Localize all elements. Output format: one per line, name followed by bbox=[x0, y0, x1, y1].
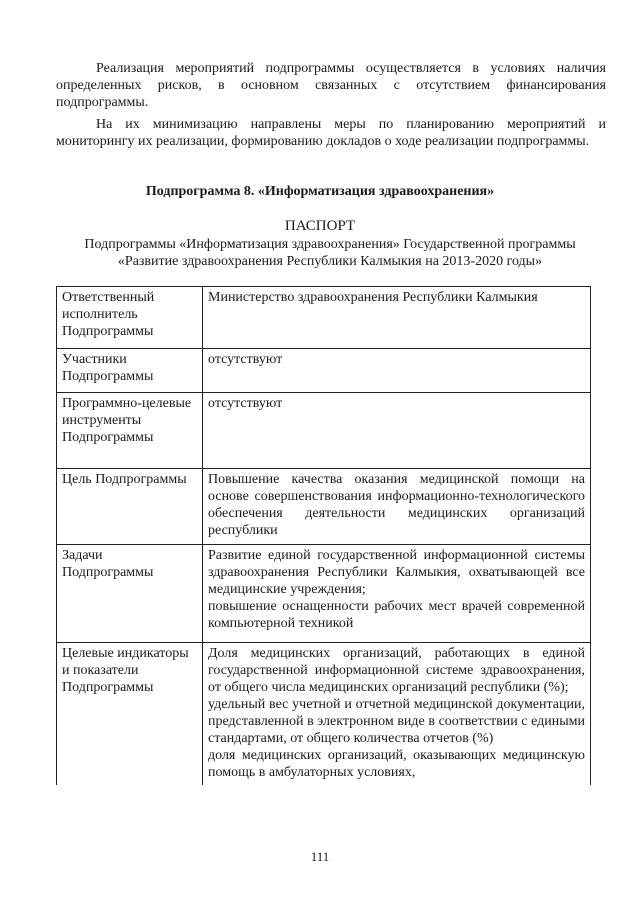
table-row bbox=[57, 349, 591, 393]
task-item: Развитие единой государственной информационной системы здравоохранения Республики Калмыкия, охватывающей все медицинские учреждения; bbox=[208, 548, 585, 597]
subprogram-title: Подпрограмма 8. «Информатизация здравоохранения» bbox=[145, 184, 495, 199]
row-value-goal: Повышение качества оказания медицинской помощи на основе совершенствования информационно-технологического обеспечения деятельности медицинских организаций республики bbox=[203, 469, 591, 545]
row-label-indicators: Целевые индикаторы и показатели Подпрограммы bbox=[57, 643, 203, 786]
row-label-instruments: Программно-целевые инструменты Подпрограммы bbox=[57, 393, 203, 469]
row-value-participants: отсутствуют bbox=[203, 349, 591, 393]
table-row bbox=[57, 287, 591, 349]
row-value-instruments: отсутствуют bbox=[203, 393, 591, 469]
table-row bbox=[57, 643, 591, 786]
row-label-goal: Цель Подпрограммы bbox=[57, 469, 203, 545]
indicator-item: доля медицинских организаций, оказывающих медицинскую помощь в амбулаторных условиях, bbox=[208, 748, 585, 780]
intro-paragraph-2: На их минимизацию направлены меры по планированию мероприятий и мониторингу их реализации, формированию докладов о ходе реализации подпрограммы. bbox=[56, 117, 606, 149]
passport-subtitle-line-2: «Развитие здравоохранения Республики Калмыкия на 2013-2020 годы» bbox=[117, 254, 543, 269]
passport-subtitle-line-1: Подпрограммы «Информатизация здравоохранения» Государственной программы bbox=[84, 237, 576, 252]
row-value-responsible: Министерство здравоохранения Республики Калмыкия bbox=[203, 287, 591, 349]
table-row bbox=[57, 393, 591, 469]
passport-title: ПАСПОРТ bbox=[284, 218, 356, 234]
task-item: повышение оснащенности рабочих мест врачей современной компьютерной техникой bbox=[208, 599, 585, 631]
row-label-participants: Участники Подпрограммы bbox=[57, 349, 203, 393]
row-label-tasks: Задачи Подпрограммы bbox=[57, 545, 203, 643]
row-value-tasks bbox=[203, 545, 591, 643]
table-row bbox=[57, 545, 591, 643]
passport-table bbox=[56, 286, 591, 785]
indicator-item: удельный вес учетной и отчетной медицинской документации, представленной в электронном виде в соответствии с едиными стандартами, от общего количества отчетов (%) bbox=[208, 697, 585, 746]
page-number: 111 bbox=[310, 849, 330, 864]
indicator-item: Доля медицинских организаций, работающих в единой государственной информационной системе здравоохранения, от общего числа медицинских организаций республики (%); bbox=[208, 646, 585, 695]
intro-paragraph-1: Реализация мероприятий подпрограммы осуществляется в условиях наличия определенных рисков, в основном связанных с отсутствием финансирования подпрограммы. bbox=[56, 61, 606, 110]
row-value-indicators bbox=[203, 643, 591, 786]
passport-subtitle bbox=[40, 236, 620, 270]
row-label-responsible: Ответственный исполнитель Подпрограммы bbox=[57, 287, 203, 349]
table-row bbox=[57, 469, 591, 545]
